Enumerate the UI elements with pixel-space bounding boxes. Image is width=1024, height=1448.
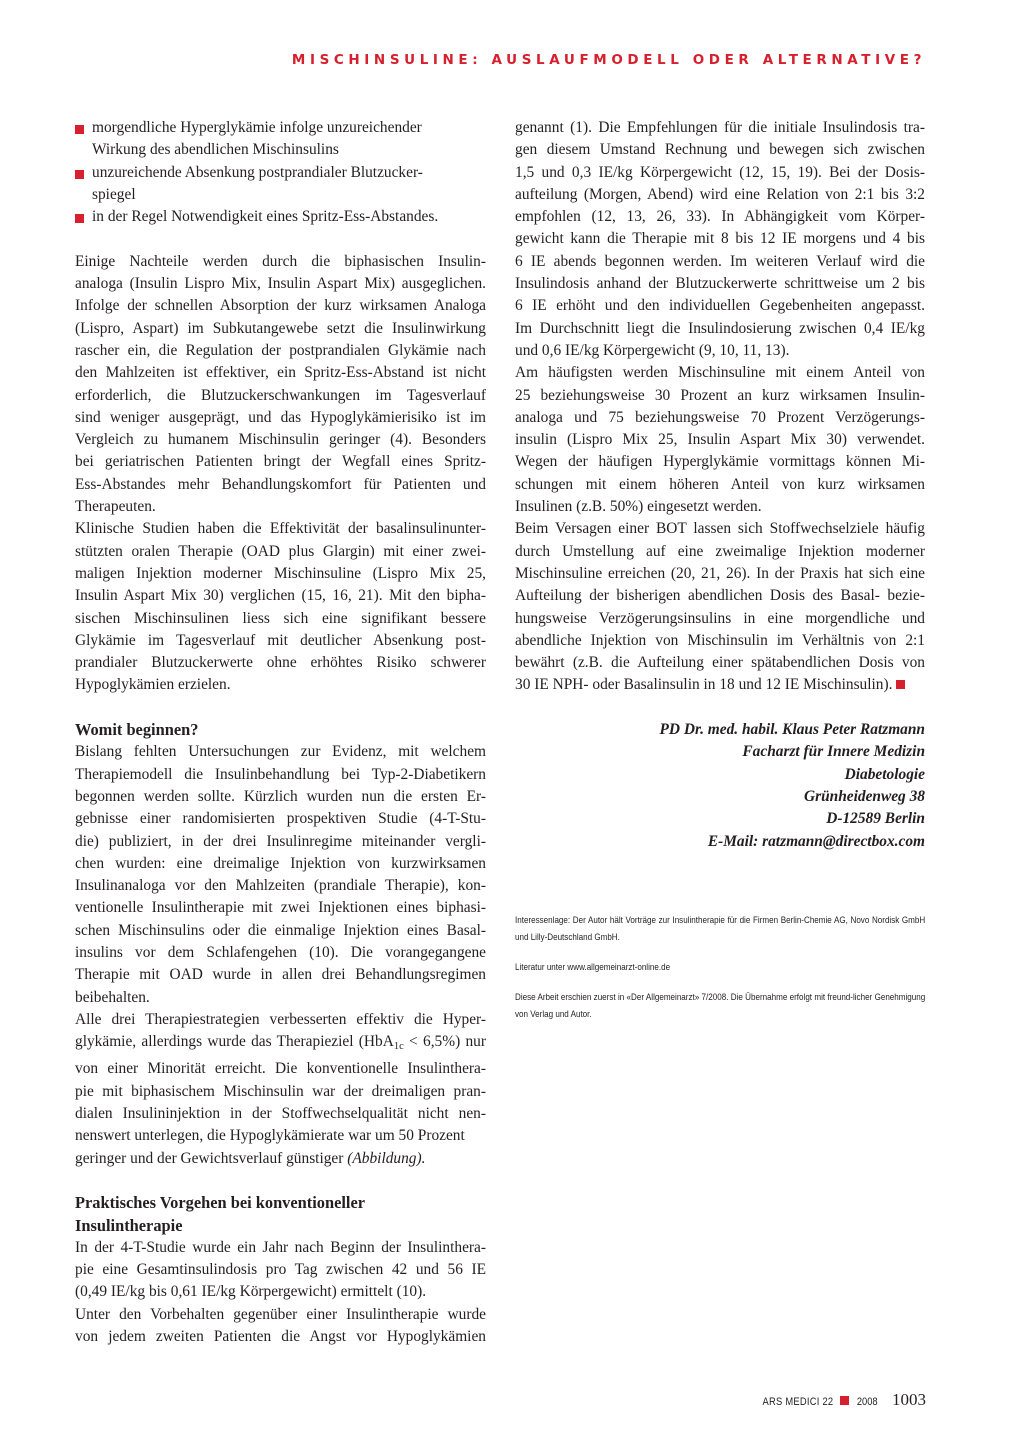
text-line: genannt (1). Die Empfehlungen für die initiale Insulindosis tra- (515, 119, 925, 136)
text-line: prandialer Blutzuckerwerte ohne erhöhtes Risiko schwerer (75, 654, 486, 672)
author-city: D-12589 Berlin (826, 810, 925, 828)
journal-name: ARS MEDICI 22 (762, 1396, 834, 1408)
text-line: (0,49 IE/kg bis 0,61 IE/kg Körpergewicht) ermittelt (10). (75, 1283, 427, 1301)
bullet-item: in der Regel Notwendigkeit eines Spritz-Ess-Abstandes. (75, 206, 486, 228)
text-line: von jedem zweiten Patienten die Angst vor Hypoglykämien (75, 1328, 486, 1346)
text-line: hungsweise Verzögerungsinsulins in eine morgendliche und (515, 609, 925, 627)
text-line: Bislang fehlten Untersuchungen zur Evidenz, mit welchem (75, 743, 486, 761)
text-line: pie eine Gesamtinsulindosis pro Tag zwischen 42 und 56 IE (75, 1261, 486, 1279)
text-line: die) publiziert, in der drei Insulinregime miteinander vergli- (75, 832, 486, 850)
text-line: den Mahlzeiten ist effektiver, ein Spritz-Ess-Abstand ist nicht (75, 364, 486, 382)
text-line: analoga (Insulin Lispro Mix, Insulin Aspart Mix) ausgeglichen. (75, 275, 486, 293)
text-line: sind weniger ausgeprägt, und das Hypoglykämierisiko ist im (75, 408, 486, 426)
running-title: MISCHINSULINE: AUSLAUFMODELL ODER ALTERNATIVE? (291, 52, 926, 68)
text-line: beibehalten. (75, 988, 150, 1006)
text-line: Aufteilung der bisherigen abendlichen Dosis des Basal- bezie- (515, 587, 925, 605)
author-email: E-Mail: ratzmann@directbox.com (707, 832, 925, 850)
paragraph (515, 362, 925, 518)
paragraph: Beim Versagen einer BOT lassen sich Stoffwechselziele häufig durch Umstellung auf eine zweimalige Injektion moderner Mischinsuline erreichen (20, 21, 26). In der Praxis hat sich eine Aufteilung der bisherigen abendlichen Dosis des Basal- bezie- hungsweise Verzögerungsinsulins in eine morgendliche und abendliche Injektion von Mischinsulin im Verhältnis von 2:1 bewährt (z.B. die Aufteilung einer spätabendlichen Dosis von 30 IE NPH- oder Basalinsulin in 18 und 12 IE Mischinsulin). (515, 520, 925, 694)
conflict-of-interest-note: Interessenlage: Der Autor hält Vorträge zur Insulintherapie für die Firmen Berlin-Chemie AG, Novo Nordisk GmbH und Lilly-Deutschland GmbH. (515, 913, 926, 942)
text-line: und 0,6 IE/kg Körpergewicht (9, 10, 11, 13). (515, 341, 790, 359)
author-street: Grünheidenweg 38 (803, 787, 925, 805)
footnotes (515, 911, 925, 1022)
footer-square (840, 1396, 849, 1405)
bullet-item: unzureichende Absenkung postprandialer Blutzucker- spiegel (75, 162, 486, 207)
text-line: Einige Nachteile werden durch die biphasischen Insulin- (75, 252, 486, 270)
text-line: dialen Insulininjektion in der Stoffwechselqualität nicht nen- (75, 1105, 486, 1123)
text-line: Im Durchschnitt liegt die Insulindosierung zwischen 0,4 IE/kg (515, 319, 925, 337)
text-line: sischen Mischinsulinen liess sich eine signifikant bessere (75, 609, 486, 627)
text-line: Mischinsuline erreichen (20, 21, 26). In der Praxis hat sich eine (515, 564, 925, 582)
text-line: empfohlen (12, 13, 26, 33). In Abhängigkeit vom Körper- (515, 208, 925, 226)
text-line: gebnisse einer randomisierten prospektiven Studie (4-T-Stu- (75, 810, 486, 828)
page-number: 1003 (892, 1390, 926, 1409)
text-line: Beim Versagen einer BOT lassen sich Stoffwechselziele häufig (515, 520, 925, 538)
literature-note: Literatur unter www.allgemeinarzt-online.de (515, 960, 671, 972)
text-line: chen wurden: eine dreimalige Injektion von kurzwirksamen (75, 854, 486, 872)
author-name: PD Dr. med. habil. Klaus Peter Ratzmann (659, 721, 925, 739)
text-line: 6 IE abends begonnen werden. Im weiteren Verlauf wird die (515, 252, 925, 270)
text-line: Vergleich zu humanem Mischinsulin geringer (4). Besonders (75, 431, 486, 449)
text-line: Insulinen (z.B. 50%) eingesetzt werden. (515, 498, 762, 516)
text-line: Therapiemodell die Insulinbehandlung bei Typ-2-Diabetikern (75, 765, 486, 783)
paragraph (75, 741, 486, 1009)
text-line: Hypoglykämien erzielen. (75, 676, 231, 694)
text-line: Klinische Studien haben die Effektivität der basalinsulinunter- (75, 520, 486, 538)
paragraph (75, 1237, 486, 1304)
bullet-item: morgendliche Hyperglykämie infolge unzureichender Wirkung des abendlichen Mischinsulins (75, 117, 486, 162)
paragraph (75, 518, 486, 696)
text-line: Unter den Vorbehalten gegenüber einer Insulintherapie wurde (75, 1305, 486, 1323)
text-line: gewicht kann die Therapie mit 8 bis 12 IE morgens und 4 bis (515, 230, 925, 248)
text-line: Therapeuten. (75, 498, 156, 516)
section-heading: Praktisches Vorgehen bei konventioneller Insulintherapie (75, 1193, 366, 1235)
text-line: gen diesem Umstand Rechnung und bewegen sich zwischen (515, 141, 925, 159)
text-line: rascher ein, die Regulation der postprandialen Glykämie nach (75, 341, 486, 359)
text-line: Insulindosis anhand der Blutzuckerwerte schrittweise um 2 bis (515, 275, 925, 293)
text-line: Therapie mit OAD wurde in allen drei Behandlungsregimen (75, 966, 486, 984)
text-line: Insulin Aspart Mix 30) verglichen (15, 16, 21). Mit den bipha- (75, 587, 486, 605)
text-line: abendliche Injektion von Mischinsulin im Verhältnis von 2:1 (515, 631, 925, 649)
text-line: 25 beziehungsweise 30 Prozent an kurz wirksamen Insulin- (515, 386, 925, 404)
text-line: aufteilung (Morgen, Abend) wird eine Relation von 2:1 bis 3:2 (515, 185, 925, 203)
figure-reference: (Abbildung). (347, 1149, 426, 1167)
text-line: insulin (Lispro Mix 25, Insulin Aspart Mix 30) verwendet. (515, 431, 925, 449)
right-column (515, 117, 925, 1022)
end-of-article-square (896, 680, 905, 689)
left-column (75, 117, 486, 1348)
text-line: 1,5 und 0,3 IE/kg Körpergewicht (12, 15, 19). Bei der Dosis- (515, 163, 925, 181)
text-line: begonnen werden sollte. Kürzlich wurden nun die ersten Er- (75, 787, 486, 805)
paragraph (515, 117, 925, 362)
author-field: Diabetologie (844, 765, 925, 783)
journal-year: 2008 (856, 1396, 878, 1408)
text-line: von einer Minorität erreicht. Die konventionelle Insulinthera- (75, 1060, 486, 1078)
text-line: bewährt (z.B. die Aufteilung einer spätabendlichen Dosis von (515, 654, 925, 672)
author-title: Facharzt für Innere Medizin (742, 743, 925, 761)
paragraph (75, 251, 486, 519)
text-line: insulins vor dem Schlafengehen (10). Die vorangegangene (75, 943, 486, 961)
text-line: maligen Injektion moderner Mischinsuline (Lispro Mix 25, (75, 564, 486, 582)
text-line: Ess-Abstandes mehr Behandlungskomfort für Patienten und (75, 475, 486, 493)
text-line: schungen mit einem höheren Anteil von kurz wirksamen (515, 475, 925, 493)
text-line: In der 4-T-Studie wurde ein Jahr nach Beginn der Insulinthera- (75, 1238, 486, 1256)
page-footer (750, 1390, 926, 1410)
text-line: stützten oralen Therapie (OAD plus Glargin) mit einer zwei- (75, 542, 486, 560)
text-line: Wegen der häufigen Hyperglykämie vormittags können Mi- (515, 453, 925, 471)
source-note: Diese Arbeit erschien zuerst in «Der Allgemeinarzt» 7/2008. Die Übernahme erfolgt mit freund-licher Genehmigung von Verlag und Autor. (515, 990, 926, 1019)
text-line: 6 IE erhöht und den individuellen Gegebenheiten angepasst. (515, 297, 925, 315)
text-line: Am häufigsten werden Mischinsuline mit einem Anteil von (515, 364, 925, 382)
bullet-list (75, 117, 486, 228)
text-line: erforderlich, die Blutzuckerschwankungen im Tagesverlauf (75, 386, 486, 404)
text-line: bei geriatrischen Patienten bringt der Wegfall eines Spritz- (75, 453, 486, 471)
text-line: (Lispro, Aspart) im Subkutangewebe setzt die Insulinwirkung (75, 319, 486, 337)
text-line: nenswert unterlegen, die Hypoglykämierate war um 50 Prozent (75, 1127, 465, 1145)
paragraph: Alle drei Therapiestrategien verbesserten effektiv die Hyper- glykämie, allerdings wurde das Therapieziel (HbA$_{1c}$ < 6,5%) nur von einer Minorität erreicht. Die konventionelle Insulinthera- pie mit biphasischem Mischinsulin war der dreimaligen pran- dialen Insulininjektion in der Stoffwechselqualität nicht nen- nenswert unterlegen, die Hypoglykämierate war um 50 Prozent geringer und der Gewichtsverlauf günstiger (Abbildung). (75, 1010, 486, 1167)
text-line: schen Mischinsulins oder die einmalige Injektion eines Basal- (75, 921, 486, 939)
text-line: Infolge der schnellen Absorption der kurz wirksamen Analoga (75, 297, 486, 315)
text-line: Glykämie im Tagesverlauf mit deutlicher Absenkung post- (75, 631, 486, 649)
author-block (515, 719, 925, 853)
text-line: Insulinanaloga vor den Mahlzeiten (prandiale Therapie), kon- (75, 877, 486, 895)
text-line: durch Umstellung auf eine zweimalige Injektion moderner (515, 542, 925, 560)
paragraph (75, 1304, 486, 1349)
section-heading: Womit beginnen? (75, 720, 199, 740)
text-line: pie mit biphasischem Mischinsulin war der dreimaligen pran- (75, 1082, 486, 1100)
text-line: ventionelle Insulintherapie mit zwei Injektionen eines biphasi- (75, 899, 486, 917)
text-line: analoga und 75 beziehungsweise 70 Prozent Verzögerungs- (515, 408, 925, 426)
